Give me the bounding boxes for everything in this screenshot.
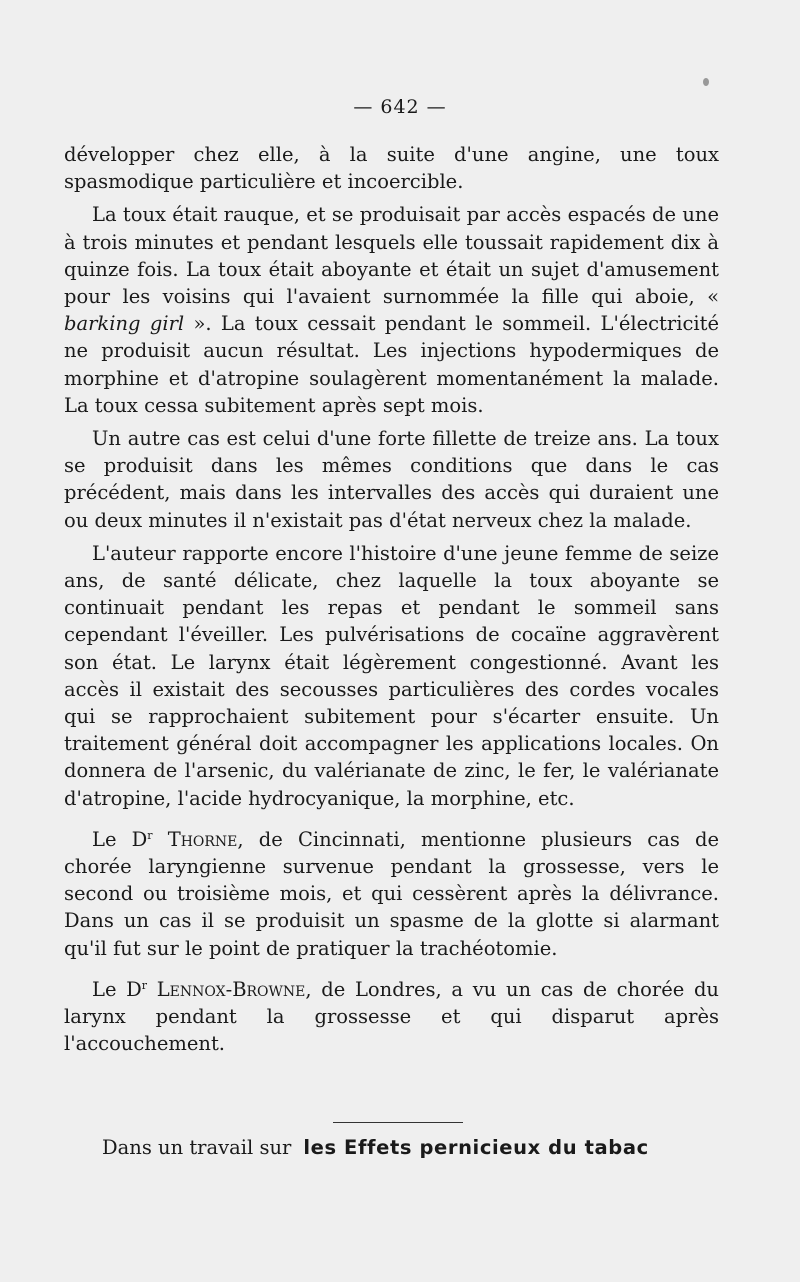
text-run: , de Londres, a vu un cas de chorée du larynx pendant la grossesse et qui disparut après l'accouchement. (64, 977, 719, 1056)
paragraph (64, 201, 719, 419)
text-run: La toux était rauque, et se produisait par accès espacés de une à trois minutes et pendant lesquels elle toussait rapidement dix à quinze fois. La toux était aboyante et était un sujet d'amusement pour les voisins qui l'avaient surnommée la fille qui aboie, « (64, 203, 719, 309)
section-divider (333, 1122, 463, 1123)
text-run (147, 978, 157, 1001)
paragraph (64, 540, 719, 812)
text-run: , de Cincinnati, mentionne plusieurs cas de chorée laryngienne survenue pendant la grossesse, vers le second ou troisième mois, et qui cessèrent après la délivrance. Dans un cas il se produisit un spasme de la glotte si alarmant qu'il fut sur le point de pratiquer la trachéotomie. (64, 827, 720, 960)
text-run: Le D (92, 977, 142, 1001)
closing-line (102, 1134, 722, 1161)
closing-bold-title: les Effets pernicieux du tabac (303, 1136, 649, 1159)
italic-text: barking girl (64, 312, 185, 336)
paragraph (64, 141, 719, 195)
paragraph (64, 425, 719, 534)
paragraph (64, 976, 719, 1058)
superscript: r (141, 978, 148, 992)
superscript: r (147, 828, 153, 842)
text-run: L'auteur rapporte encore l'histoire d'une jeune femme de seize ans, de santé délicate, chez laquelle la toux aboyante se continuait pendant les repas et pendant le sommeil sans cependant l'éveiller. Les pulvérisations de cocaïne aggravèrent son état. Le larynx était légèrement congestionné. Avant les accès il existait des secousses particulières des cordes vocales qui se rapprochaient subitement pour s'écarter ensuite. Un traitement général doit accompagner les applications locales. On donnera de l'arsenic, du valérianate de zinc, le fer, le valérianate d'atropine, l'acide hydrocyanique, la morphine, etc. (64, 541, 719, 810)
paragraph (64, 826, 719, 962)
page-number: — 642 — (353, 96, 447, 118)
text-run (153, 828, 168, 851)
body-text (64, 141, 719, 1064)
text-run: Le D (92, 827, 148, 851)
author-name: Thorne (167, 827, 238, 851)
text-run: ». La toux cessait pendant le sommeil. L'électricité ne produisit aucun résultat. Les injections hypodermiques de morphine et d'atropine soulagèrent momentanément la malade. La toux cessa subitement après sept mois. (64, 312, 719, 417)
author-name: Lennox-Browne (156, 977, 306, 1001)
text-run: Un autre cas est celui d'une forte fillette de treize ans. La toux se produisit dans les mêmes conditions que dans le cas précédent, mais dans les intervalles des accès qui duraient une ou deux minutes il n'existait pas d'état nerveux chez la malade. (64, 427, 719, 532)
text-run: développer chez elle, à la suite d'une angine, une toux spasmodique particulière et incoercible. (64, 143, 719, 194)
scan-speck (703, 78, 709, 86)
closing-lead-text: Dans un travail sur (102, 1136, 292, 1159)
